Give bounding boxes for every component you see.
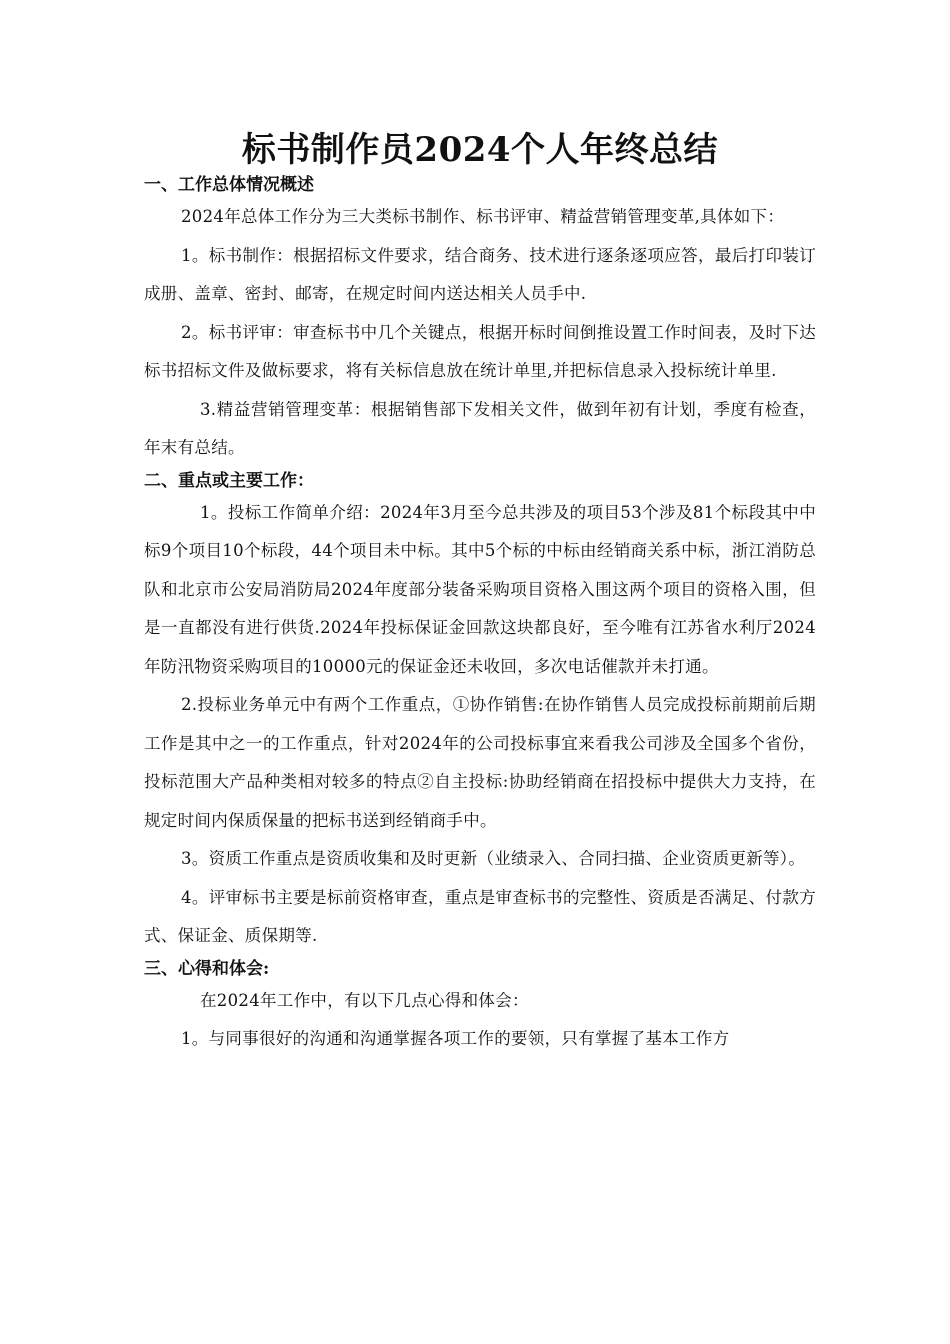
paragraph: 在2024年工作中，有以下几点心得和体会：: [200, 990, 529, 1010]
paragraph: 2024年总体工作分为三大类标书制作、标书评审、精益营销管理变革,具体如下：: [181, 207, 785, 226]
document-body: [144, 128, 816, 1059]
paragraph: 3。资质工作重点是资质收集和及时更新（业绩录入、合同扫描、企业资质更新等）。: [181, 849, 806, 868]
section-heading: 一、工作总体情况概述: [144, 175, 314, 195]
section-heading: 三、心得和体会:: [144, 958, 270, 979]
paragraph: 2.投标业务单元中有两个工作重点，①协作销售:在协作销售人员完成投标前期前后期工作是其中之一的工作重点，针对2024年的公司投标事宜来看我公司涉及全国多个省份，投标范围大产品种类相对较多的特点②自主投标:协助经销商在招投标中提供大力支持，在规定时间内保质保量的把标书送到经销商手中。: [144, 695, 816, 830]
section-heading: 二、重点或主要工作：: [144, 470, 314, 491]
paragraph: 1。投标工作简单介绍：2024年3月至今总共涉及的项目53个涉及81个标段其中中标9个项目10个标段，44个项目未中标。其中5个标的中标由经销商关系中标，浙江消防总队和北京市公安局消防局2024年度部分装备采购项目资格入围这两个项目的资格入围，但是一直都没有进行供货.2024年投标保证金回款这块都良好，至今唯有江苏省水利厅2024年防汛物资采购项目的10000元的保证金还未收回，多次电话催款并未打通。: [144, 502, 816, 676]
paragraph: 2。标书评审：审查标书中几个关键点，根据开标时间倒推设置工作时间表，及时下达标书招标文件及做标要求，将有关标信息放在统计单里,并把标信息录入投标统计单里.: [144, 322, 816, 380]
document-title: 标书制作员2024个人年终总结: [241, 130, 719, 170]
paragraph: 4。评审标书主要是标前资格审查，重点是审查标书的完整性、资质是否满足、付款方式、保证金、质保期等.: [144, 887, 816, 945]
paragraph: 1。标书制作：根据招标文件要求，结合商务、技术进行逐条逐项应答，最后打印装订成册、盖章、密封、邮寄，在规定时间内送达相关人员手中.: [144, 245, 816, 303]
paragraph: 1。与同事很好的沟通和沟通掌握各项工作的要领，只有掌握了基本工作方: [181, 1029, 730, 1048]
paragraph: 3.精益营销管理变革：根据销售部下发相关文件，做到年初有计划，季度有检查，年末有总结。: [144, 399, 816, 457]
